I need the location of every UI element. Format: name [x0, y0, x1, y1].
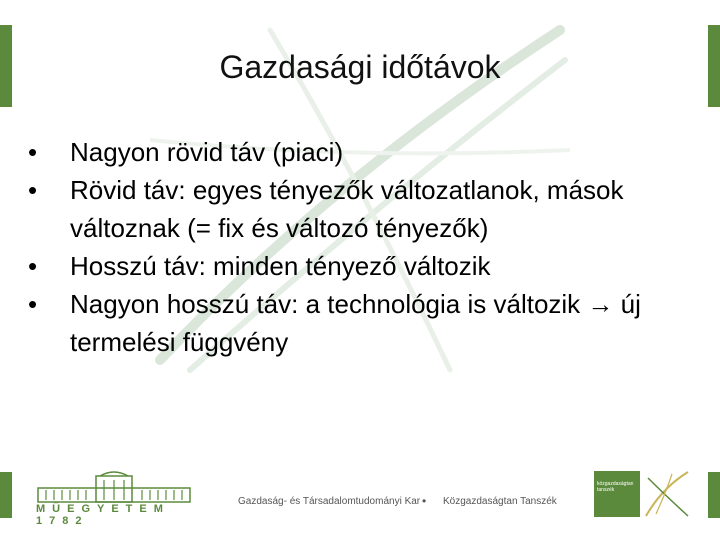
footer-separator: • — [422, 494, 427, 508]
left-accent-bar-bottom — [0, 472, 12, 518]
bullet-marker: • — [28, 251, 38, 281]
bullet-marker: • — [28, 175, 38, 205]
bullet-item — [28, 171, 708, 247]
bullet-text: Rövid táv: egyes tényezők változatlanok, mások változnak (= fix és változó tényezők) — [70, 175, 624, 243]
bullet-marker: • — [28, 289, 38, 319]
bullet-text: Hosszú táv: minden tényező változik — [70, 251, 491, 281]
faculty-name: Gazdaság- és Társadalomtudományi Kar — [238, 496, 421, 507]
department-name: Közgazdaságtan Tanszék — [443, 496, 557, 507]
right-accent-bar-bottom — [708, 472, 720, 518]
bullet-item — [28, 133, 708, 171]
department-logo-text: közgazdaságtan tanszék — [597, 481, 634, 493]
bullet-text: Nagyon rövid táv (piaci) — [70, 137, 344, 167]
university-name: MŰEGYETEM 1782 — [36, 503, 170, 527]
left-accent-bar-top — [0, 25, 12, 107]
slide-title: Gazdasági időtávok — [219, 49, 501, 85]
bullet-marker: • — [28, 137, 38, 167]
bullet-item — [28, 285, 708, 361]
bullet-item — [28, 247, 708, 285]
department-logo-mark — [642, 468, 692, 520]
right-accent-bar-top — [708, 25, 720, 107]
bullet-text: Nagyon hosszú táv: a technológia is változik → új termelési függvény — [70, 289, 641, 357]
bullet-list — [28, 133, 708, 361]
department-logo-box — [594, 471, 640, 517]
